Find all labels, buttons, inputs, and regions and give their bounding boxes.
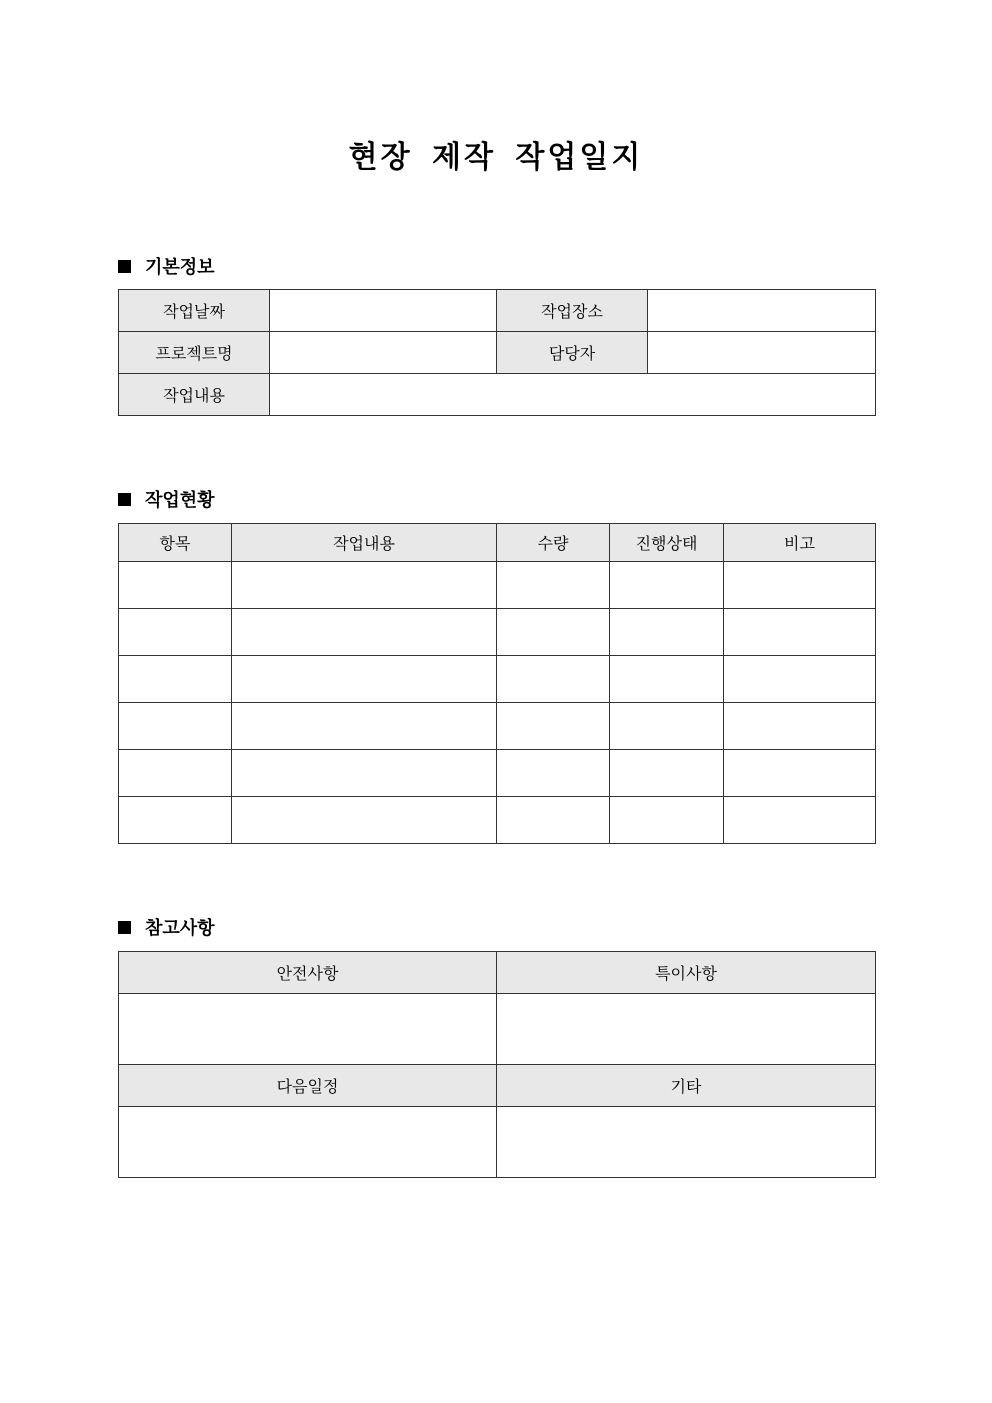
item-cell[interactable] xyxy=(119,656,232,703)
table-row xyxy=(119,703,876,750)
section-heading-notes xyxy=(118,914,215,940)
work-date-field[interactable] xyxy=(270,290,497,332)
progress-cell[interactable] xyxy=(610,797,724,844)
section-heading-basic-info xyxy=(118,253,215,279)
next-schedule-field[interactable] xyxy=(119,1107,497,1178)
next-schedule-label: 다음일정 xyxy=(119,1065,497,1107)
project-name-label: 프로젝트명 xyxy=(119,332,270,374)
other-field[interactable] xyxy=(497,1107,876,1178)
remarks-cell[interactable] xyxy=(724,703,876,750)
quantity-cell[interactable] xyxy=(497,609,610,656)
table-row xyxy=(119,562,876,609)
remarks-cell[interactable] xyxy=(724,750,876,797)
progress-cell[interactable] xyxy=(610,656,724,703)
section-heading-work-status xyxy=(118,486,215,512)
table-row xyxy=(119,797,876,844)
column-header-quantity: 수량 xyxy=(497,524,610,562)
table-header-row xyxy=(119,1065,876,1107)
table-row xyxy=(119,994,876,1065)
progress-cell[interactable] xyxy=(610,750,724,797)
safety-label: 안전사항 xyxy=(119,952,497,994)
column-header-remarks: 비고 xyxy=(724,524,876,562)
section-heading-label: 작업현황 xyxy=(145,490,215,511)
column-header-work-content: 작업내용 xyxy=(232,524,497,562)
progress-cell[interactable] xyxy=(610,703,724,750)
page-title: 현장 제작 작업일지 xyxy=(348,140,644,175)
work-content-field[interactable] xyxy=(270,374,876,416)
special-notes-label: 특이사항 xyxy=(497,952,876,994)
project-name-field[interactable] xyxy=(270,332,497,374)
work-status-table xyxy=(118,523,876,844)
item-cell[interactable] xyxy=(119,562,232,609)
manager-field[interactable] xyxy=(648,332,876,374)
item-cell[interactable] xyxy=(119,750,232,797)
table-row xyxy=(119,332,876,374)
table-row xyxy=(119,374,876,416)
work-content-cell[interactable] xyxy=(232,703,497,750)
table-header-row xyxy=(119,524,876,562)
work-content-label: 작업내용 xyxy=(119,374,270,416)
quantity-cell[interactable] xyxy=(497,797,610,844)
basic-info-table xyxy=(118,289,876,416)
notes-table xyxy=(118,951,876,1178)
remarks-cell[interactable] xyxy=(724,797,876,844)
work-date-label: 작업날짜 xyxy=(119,290,270,332)
square-bullet-icon xyxy=(118,921,131,934)
table-row xyxy=(119,609,876,656)
quantity-cell[interactable] xyxy=(497,562,610,609)
section-heading-label: 기본정보 xyxy=(145,257,215,278)
progress-cell[interactable] xyxy=(610,562,724,609)
square-bullet-icon xyxy=(118,493,131,506)
work-content-cell[interactable] xyxy=(232,750,497,797)
column-header-item: 항목 xyxy=(119,524,232,562)
item-cell[interactable] xyxy=(119,609,232,656)
remarks-cell[interactable] xyxy=(724,562,876,609)
quantity-cell[interactable] xyxy=(497,750,610,797)
safety-field[interactable] xyxy=(119,994,497,1065)
manager-label: 담당자 xyxy=(497,332,648,374)
quantity-cell[interactable] xyxy=(497,703,610,750)
work-content-cell[interactable] xyxy=(232,656,497,703)
work-content-cell[interactable] xyxy=(232,797,497,844)
item-cell[interactable] xyxy=(119,703,232,750)
work-place-field[interactable] xyxy=(648,290,876,332)
work-place-label: 작업장소 xyxy=(497,290,648,332)
section-heading-label: 참고사항 xyxy=(145,918,215,939)
table-row xyxy=(119,290,876,332)
table-row xyxy=(119,656,876,703)
remarks-cell[interactable] xyxy=(724,656,876,703)
table-header-row xyxy=(119,952,876,994)
work-content-cell[interactable] xyxy=(232,562,497,609)
remarks-cell[interactable] xyxy=(724,609,876,656)
progress-cell[interactable] xyxy=(610,609,724,656)
item-cell[interactable] xyxy=(119,797,232,844)
column-header-progress: 진행상태 xyxy=(610,524,724,562)
table-row xyxy=(119,750,876,797)
special-notes-field[interactable] xyxy=(497,994,876,1065)
other-label: 기타 xyxy=(497,1065,876,1107)
work-content-cell[interactable] xyxy=(232,609,497,656)
square-bullet-icon xyxy=(118,260,131,273)
quantity-cell[interactable] xyxy=(497,656,610,703)
table-row xyxy=(119,1107,876,1178)
